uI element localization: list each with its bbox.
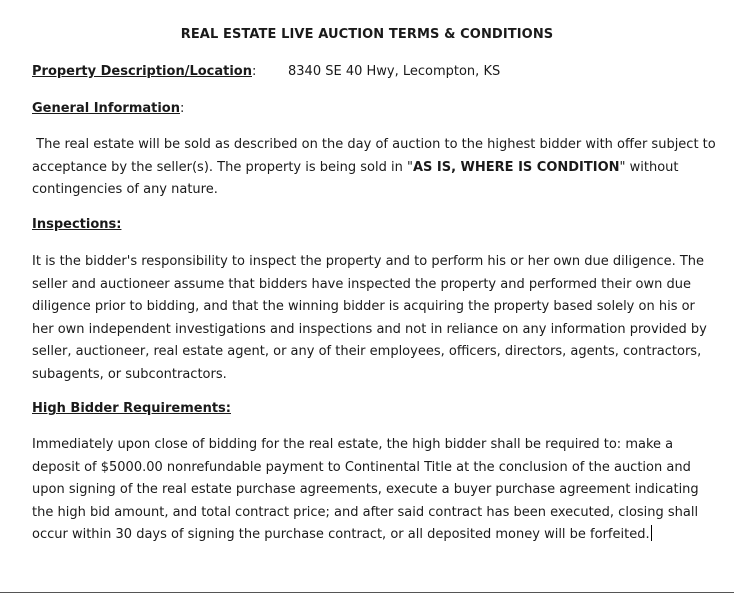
property-row bbox=[32, 64, 501, 79]
as-is-emphasis: AS IS, WHERE IS CONDITION bbox=[412, 159, 620, 175]
high-bidder-line: the high bid amount, and total contract price; and after said contract has been executed, closing shall bbox=[32, 504, 699, 520]
general-heading-row bbox=[32, 101, 184, 116]
inspections-line: subagents, or subcontractors. bbox=[32, 366, 227, 382]
high-bidder-heading: High Bidder Requirements: bbox=[32, 401, 231, 416]
general-colon: : bbox=[180, 101, 185, 116]
high-bidder-line: deposit of $5000.00 nonrefundable payment to Continental Title at the conclusion of the auction and bbox=[32, 459, 691, 475]
inspections-heading-row bbox=[32, 217, 121, 232]
inspections-line: seller and auctioneer assume that bidders have inspected the property and performed their own due bbox=[32, 276, 692, 292]
high-bidder-line-text: occur within 30 days of signing the purchase contract, or all deposited money will be forfeited. bbox=[32, 527, 650, 542]
property-colon: : bbox=[252, 64, 257, 79]
property-label: Property Description/Location bbox=[32, 64, 252, 79]
inspections-paragraph bbox=[32, 251, 712, 386]
inspections-heading: Inspections: bbox=[32, 217, 122, 232]
page-title: REAL ESTATE LIVE AUCTION TERMS & CONDITIONS bbox=[180, 27, 554, 42]
inspections-line: seller, auctioneer, real estate agent, or any of their employees, officers, directors, agents, contractors, bbox=[32, 344, 702, 359]
general-line2-tail: " without bbox=[619, 159, 679, 175]
general-line bbox=[32, 157, 712, 180]
high-bidder-line-last bbox=[32, 524, 712, 547]
general-line2-text: acceptance by the seller(s). The property is being sold in " bbox=[32, 159, 413, 175]
property-value: 8340 SE 40 Hwy, Lecompton, KS bbox=[288, 64, 501, 79]
high-bidder-paragraph bbox=[32, 434, 712, 547]
text-cursor bbox=[651, 525, 652, 541]
inspections-line: diligence prior to bidding, and that the winning bidder is acquiring the property based solely on his or bbox=[32, 299, 695, 314]
high-bidder-line: upon signing of the real estate purchase agreements, execute a buyer purchase agreement indicating bbox=[32, 482, 699, 497]
inspections-line: her own independent investigations and inspections and not in reliance on any information provided by bbox=[32, 321, 707, 337]
general-line: contingencies of any nature. bbox=[32, 182, 218, 197]
high-bidder-line: Immediately upon close of bidding for the real estate, the high bidder shall be required to: make a bbox=[32, 437, 674, 452]
general-heading: General Information bbox=[32, 101, 180, 116]
general-paragraph bbox=[32, 134, 716, 202]
high-bidder-heading-row bbox=[32, 401, 231, 416]
page-bottom-divider bbox=[0, 592, 734, 593]
general-line: The real estate will be sold as described on the day of auction to the highest bidder with offer subject to bbox=[32, 137, 716, 152]
inspections-line: It is the bidder's responsibility to inspect the property and to perform his or her own due diligence. The bbox=[32, 254, 705, 269]
